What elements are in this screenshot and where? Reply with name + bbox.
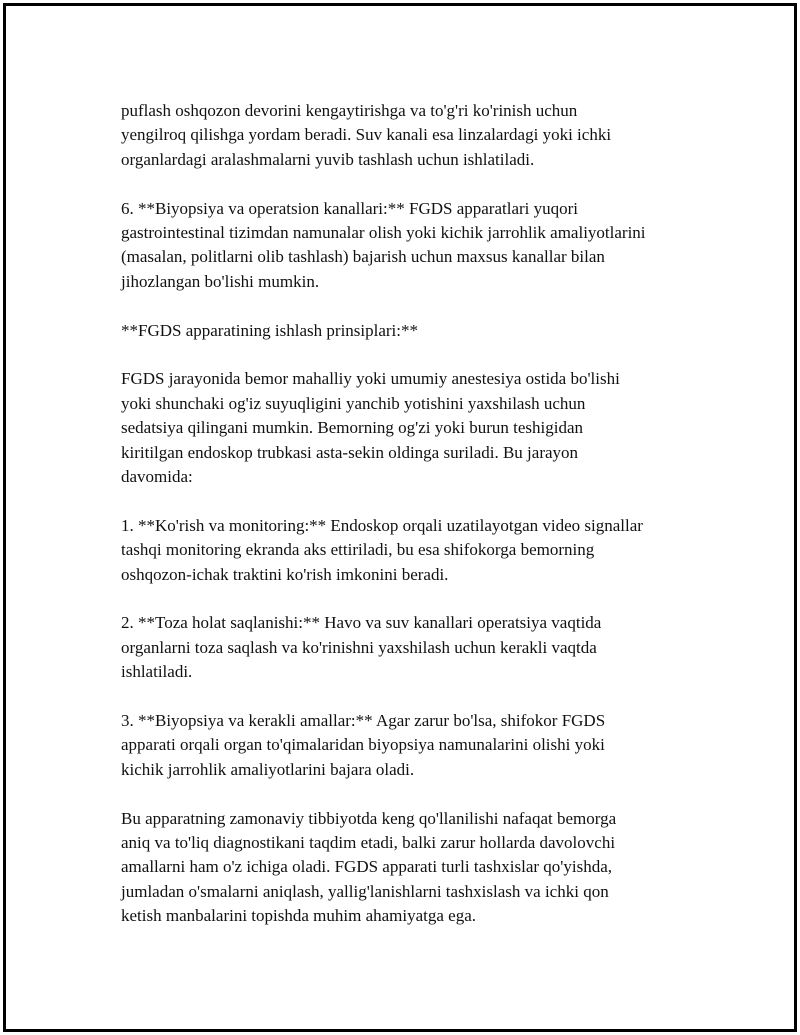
list-item-cleaning: 2. **Toza holat saqlanishi:** Havo va suv kanallari operatsiya vaqtida organlarni toza saqlash va ko'rinishni yaxshilash uchun kerakli vaqtda ishlatiladi. — [121, 613, 602, 682]
paragraph-procedure-intro: FGDS jarayonida bemor mahalliy yoki umumiy anestesiya ostida bo'lishi yoki shunchaki og'iz suyuqligini yanchib yotishini yaxshilash uchun sedatsiya qilingani mumkin. Bemorning og'zi yoki burun teshigidan kiritilgan endoskop trubkasi asta-sekin oldinga suriladi. Bu jarayon davomida: — [121, 369, 620, 487]
page-frame — [3, 3, 797, 1032]
section-heading-principles: **FGDS apparatining ishlash prinsiplari:** — [121, 320, 419, 340]
list-item-biopsy: 3. **Biyopsiya va kerakli amallar:** Agar zarur bo'lsa, shifokor FGDS apparati orqali organ to'qimalaridan biyopsiya namunalarini olishi yoki kichik jarrohlik amaliyotlarini bajara oladi. — [121, 711, 606, 779]
paragraph-biopsy-channels: 6. **Biyopsiya va operatsion kanallari:** FGDS apparatlari yuqori gastrointestinal tizimdan namunalar olish yoki kichik jarrohlik amaliyotlarini (masalan, politlarni olib tashlash) bajarish uchun maxsus kanallar bilan jihozlangan bo'lishi mumkin. — [121, 198, 646, 291]
document-body — [121, 99, 721, 953]
paragraph-conclusion: Bu apparatning zamonaviy tibbiyotda keng qo'llanilishi nafaqat bemorga aniq va to'liq diagnostikani taqdim etadi, balki zarur hollarda davolovchi amallarni ham o'z ichiga oladi. FGDS apparati turli tashxislar qo'yishda, jumladan o'smalarni aniqlash, yallig'lanishlarni tashxislash va ichki qon ketish manbalarini topishda muhim ahamiyatga ega. — [121, 808, 617, 926]
paragraph-insufflation: puflash oshqozon devorini kengaytirishga va to'g'ri ko'rinish uchun yengilroq qilishga yordam beradi. Suv kanali esa linzalardagi yoki ichki organlardagi aralashmalarni yuvib tashlash uchun ishlatiladi. — [121, 101, 612, 169]
list-item-monitoring: 1. **Ko'rish va monitoring:** Endoskop orqali uzatilayotgan video signallar tashqi monitoring ekranda aks ettiriladi, bu esa shifokorga bemorning oshqozon-ichak traktini ko'rish imkonini beradi. — [121, 515, 643, 584]
